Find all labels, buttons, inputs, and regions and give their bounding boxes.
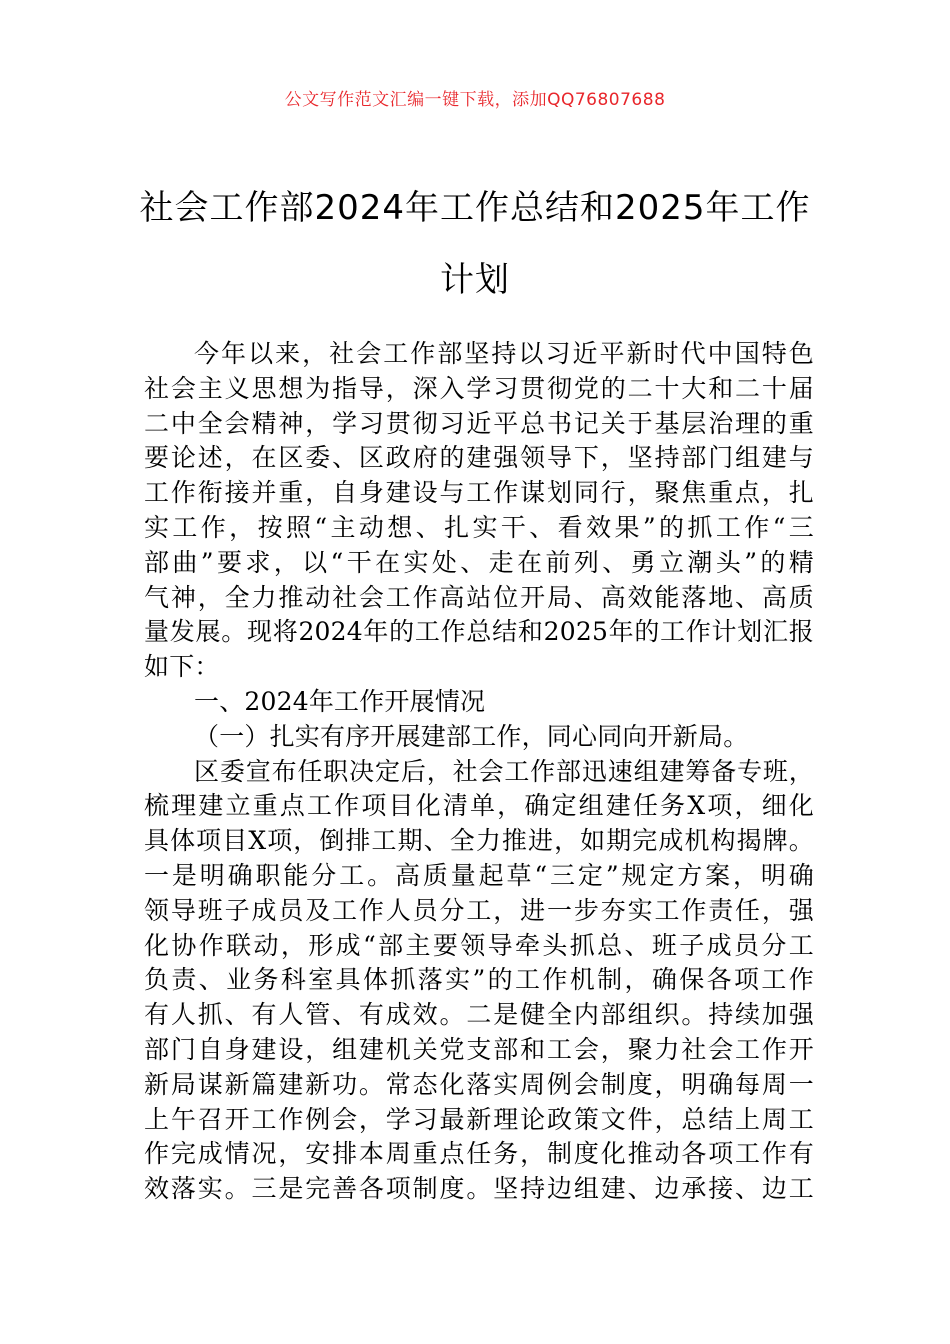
- header-download-note: 公文写作范文汇编一键下载，添加QQ76807688: [284, 90, 666, 110]
- body-line: 负责、业务科室具体抓落实”的工作机制，确保各项工作: [144, 965, 814, 995]
- body-line: 作完成情况，安排本周重点任务，制度化推动各项工作有: [144, 1139, 814, 1169]
- body-line: 新局谋新篇建新功。常态化落实周例会制度，明确每周一: [144, 1069, 814, 1099]
- body-line: 上午召开工作例会，学习最新理论政策文件，总结上周工: [144, 1104, 814, 1134]
- body-line: 工作衔接并重，自身建设与工作谋划同行，聚焦重点，扎: [144, 478, 814, 508]
- body-line: 实工作，按照“主动想、扎实干、看效果”的抓工作“三: [144, 512, 814, 542]
- body-line: 如下：: [144, 652, 220, 682]
- document-body: [144, 337, 814, 1207]
- body-line: 今年以来，社会工作部坚持以习近平新时代中国特色: [194, 339, 814, 368]
- body-line: 梳理建立重点工作项目化清单，确定组建任务X项，细化: [144, 791, 814, 821]
- title-line-2: 计划: [440, 260, 510, 300]
- body-line: 有人抓、有人管、有成效。二是健全内部组织。持续加强: [144, 1000, 814, 1030]
- body-line: 具体项目X项，倒排工期、全力推进，如期完成机构揭牌。: [144, 826, 814, 856]
- body-line: 效落实。三是完善各项制度。坚持边组建、边承接、边工: [144, 1174, 814, 1204]
- body-line: 要论述，在区委、区政府的建强领导下，坚持部门组建与: [144, 443, 814, 473]
- body-line: 社会主义思想为指导，深入学习贯彻党的二十大和二十届: [144, 373, 814, 403]
- document-title: [120, 172, 830, 316]
- title-line-1: 社会工作部2024年工作总结和2025年工作: [139, 188, 811, 228]
- body-line: 气神，全力推动社会工作高站位开局、高效能落地、高质: [144, 582, 814, 612]
- body-line: 领导班子成员及工作人员分工，进一步夯实工作责任，强: [144, 895, 814, 925]
- body-line: 量发展。现将2024年的工作总结和2025年的工作计划汇报: [144, 617, 814, 647]
- body-line: 化协作联动，形成“部主要领导牵头抓总、班子成员分工: [144, 930, 814, 960]
- body-line: 部门自身建设，组建机关党支部和工会，聚力社会工作开: [144, 1034, 814, 1064]
- section-heading: 一、2024年工作开展情况: [194, 686, 486, 716]
- body-line: 二中全会精神，学习贯彻习近平总书记关于基层治理的重: [144, 408, 814, 438]
- body-line: 一是明确职能分工。高质量起草“三定”规定方案，明确: [144, 860, 814, 890]
- body-line: 部曲”要求，以“干在实处、走在前列、勇立潮头”的精: [144, 547, 814, 577]
- body-line: 区委宣布任职决定后，社会工作部迅速组建筹备专班，: [194, 756, 814, 786]
- subsection-heading: （一）扎实有序开展建部工作，同心同向开新局。: [194, 721, 749, 751]
